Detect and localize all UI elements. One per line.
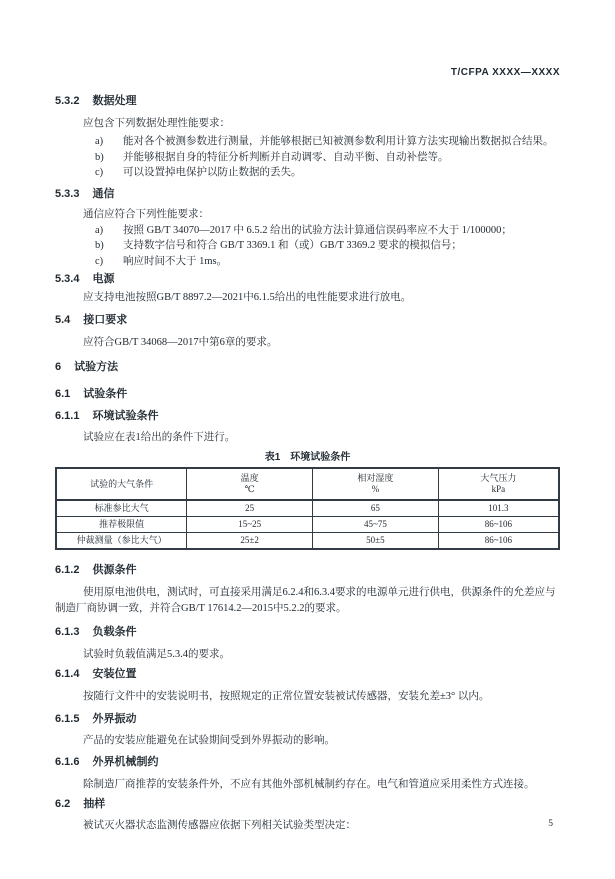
heading-title: 通信 (92, 187, 115, 200)
heading-number: 5.4 (55, 314, 71, 326)
heading-number: 6 (55, 361, 62, 373)
heading-number: 5.3.2 (55, 95, 80, 107)
heading-number: 6.1 (55, 388, 71, 400)
paragraph-5-3-4: 应支持电池按照GB/T 8897.2—2021中6.1.5给出的电性能要求进行放电。 (83, 292, 412, 303)
table-cell: 标准参比大气 (56, 500, 187, 517)
table-cell: 仲裁测量（参比大气） (56, 533, 187, 550)
heading-6-1-6 (55, 755, 560, 770)
list-5-3-3 (95, 223, 560, 270)
table-caption: 表1 环境试验条件 (264, 452, 351, 463)
list-5-3-2 (95, 134, 560, 181)
table-cell: 45~75 (313, 517, 439, 533)
list-item (95, 223, 560, 239)
heading-5-3-4 (55, 272, 560, 287)
list-text: 可以设置掉电保护以防止数据的丢失。 (123, 167, 302, 178)
heading-6-1 (55, 387, 560, 402)
paragraph-5-4: 应符合GB/T 34068—2017中第6章的要求。 (83, 337, 278, 348)
list-marker: a) (95, 224, 104, 236)
col-header-humidity: 相对湿度 % (313, 468, 439, 500)
doc-code-header: T/CFPA XXXX—XXXX (450, 67, 560, 78)
table-cell: 86~106 (438, 533, 559, 550)
paragraph-6-2: 被试灭火器状态监测传感器应依据下列相关试验类型决定： (83, 820, 356, 831)
table-cell: 86~106 (438, 517, 559, 533)
heading-6-2 (55, 797, 560, 812)
heading-number: 5.3.3 (55, 187, 80, 200)
heading-title: 数据处理 (92, 95, 137, 107)
heading-number: 6.2 (55, 798, 71, 810)
heading-6-1-5 (55, 712, 560, 727)
heading-title: 供源条件 (92, 564, 137, 576)
heading-6-1-3 (55, 625, 560, 640)
heading-title: 负载条件 (92, 626, 137, 638)
paragraph-6-1-5: 产品的安装应能避免在试验期间受到外界振动的影响。 (83, 735, 335, 746)
paragraph-5-3-2-intro: 应包含下列数据处理性能要求： (83, 118, 230, 129)
list-item (95, 150, 560, 166)
heading-title: 试验方法 (74, 361, 119, 373)
list-marker: b) (95, 240, 104, 251)
list-item (95, 165, 560, 181)
list-item (95, 254, 560, 270)
list-marker: a) (95, 136, 104, 147)
heading-title: 试验条件 (83, 388, 128, 400)
table-row (56, 517, 559, 533)
heading-number: 6.1.2 (55, 564, 80, 576)
paragraph-6-1-1: 试验应在表1给出的条件下进行。 (83, 432, 236, 443)
table-env-conditions (55, 467, 560, 550)
heading-title: 接口要求 (83, 314, 128, 326)
paragraph-6-1-4: 按随行文件中的安装说明书，按照规定的正常位置安装被试传感器，安装允差±3° 以内。 (83, 691, 490, 702)
paragraph-6-1-6: 除制造厂商推荐的安装条件外，不应有其他外部机械制约存在。电气和管道应采用柔性方式连接。 (83, 779, 535, 790)
table-cell: 15~25 (187, 517, 313, 533)
heading-number: 6.1.5 (55, 713, 80, 725)
table-header-row (56, 468, 559, 500)
table-cell: 25 (187, 500, 313, 517)
heading-number: 6.1.6 (55, 756, 80, 768)
paragraph-6-1-3: 试验时负载值满足5.3.4的要求。 (83, 649, 230, 660)
list-text: 按照 GB/T 34070—2017 中 6.5.2 给出的试验方法计算通信误码率应不大于 1/100000； (123, 224, 512, 236)
heading-number: 6.1.1 (55, 410, 80, 422)
table-cell: 65 (313, 500, 439, 517)
heading-title: 外界机械制约 (92, 756, 159, 768)
heading-number: 6.1.4 (55, 668, 80, 680)
list-marker: c) (95, 255, 104, 267)
paragraph-6-1-2: 使用原电池供电，测试时，可直接采用满足6.2.4和6.3.4要求的电源单元进行供电，供源条件的允差应与制造厂商协调一致，并符合GB/T 17614.2—2015中5.2.2的要求。 (55, 587, 556, 614)
heading-title: 抽样 (83, 798, 106, 810)
heading-number: 6.1.3 (55, 626, 80, 638)
col-header-pressure: 大气压力 kPa (438, 468, 559, 500)
heading-title: 环境试验条件 (92, 410, 159, 422)
table-cell: 101.3 (438, 500, 559, 517)
paragraph-5-3-3-intro: 通信应符合下列性能要求： (83, 208, 209, 220)
heading-5-3-2 (55, 94, 560, 109)
page-number: 5 (548, 819, 553, 829)
list-marker: b) (95, 151, 104, 163)
list-text: 并能够根据自身的特征分析判断并自动调零、自动平衡、自动补偿等。 (123, 151, 449, 163)
table-cell: 推荐极限值 (56, 517, 187, 533)
col-header-condition: 试验的大气条件 (56, 468, 187, 500)
heading-6-1-4 (55, 667, 560, 682)
heading-6 (55, 360, 560, 375)
heading-title: 外界振动 (92, 713, 137, 725)
heading-6-1-1 (55, 409, 560, 424)
list-text: 支持数字信号和符合 GB/T 3369.1 和（或）GB/T 3369.2 要求的模拟信号； (123, 240, 462, 251)
heading-title: 电源 (92, 273, 115, 285)
col-header-temperature: 温度 ℃ (187, 468, 313, 500)
heading-5-4 (55, 313, 560, 328)
table-cell: 50±5 (313, 533, 439, 550)
table-row (56, 533, 559, 550)
heading-6-1-2 (55, 563, 560, 578)
list-text: 响应时间不大于 1ms。 (123, 255, 228, 267)
heading-5-3-3 (55, 187, 560, 202)
list-item (95, 134, 560, 150)
list-text: 能对各个被测参数进行测量，并能够根据已知被测参数利用计算方法实现输出数据拟合结果。 (123, 136, 554, 147)
list-item (95, 238, 560, 254)
table-row (56, 500, 559, 517)
heading-title: 安装位置 (92, 668, 137, 680)
list-marker: c) (95, 167, 104, 178)
heading-number: 5.3.4 (55, 273, 80, 285)
table-cell: 25±2 (187, 533, 313, 550)
